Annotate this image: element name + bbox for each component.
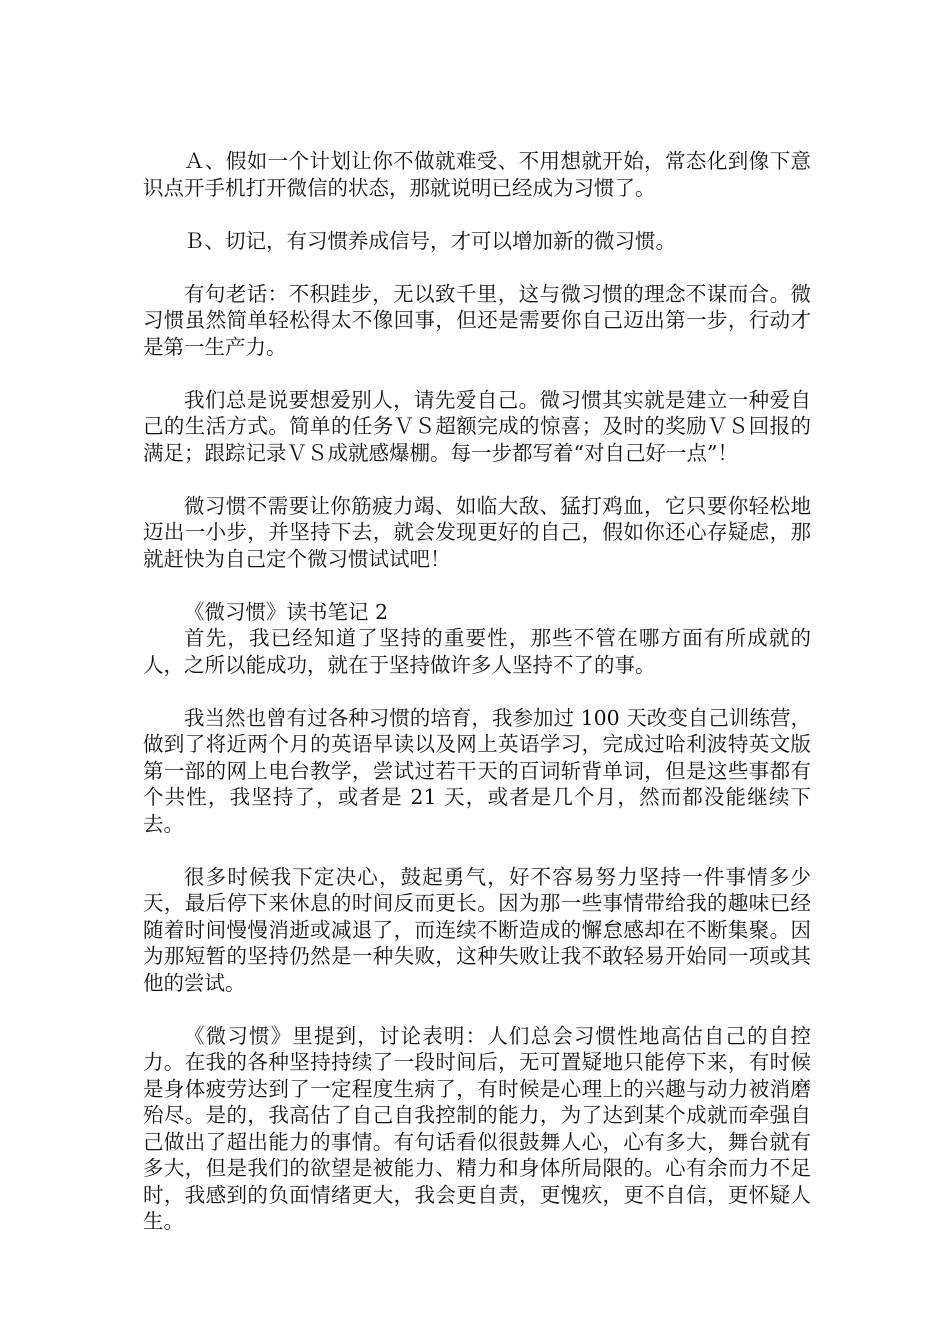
document-body [143,148,811,1235]
paragraph-determination: 很多时候我下定决心，鼓起勇气，好不容易努力坚持一件事情多少天，最后停下来休息的时间反而更长。因为那一些事情带给我的趣味已经随着时间慢慢消逝或减退了，而连续不断造成的懈怠感却在不断集聚。因为那短暂的坚持仍然是一种失败，这种失败让我不敢轻易开始同一项或其他的尝试。 [143,864,811,995]
paragraph-love-yourself: 我们总是说要想爱别人，请先爱自己。微习惯其实就是建立一种爱自己的生活方式。简单的任务ＶＳ超额完成的惊喜；及时的奖励ＶＳ回报的满足；跟踪记录ＶＳ成就感爆棚。每一步都写着“对自己好一点”！ [143,387,811,465]
paragraph-habit-training: 我当然也曾有过各种习惯的培育，我参加过 100 天改变自己训练营，做到了将近两个月的英语早读以及网上英语学习，完成过哈利波特英文版第一部的网上电台教学，尝试过若干天的百词斩背单词，但是这些事都有个共性，我坚持了，或者是 21 天，或者是几个月，然而都没能继续下去。 [143,705,811,836]
paragraph-small-step: 微习惯不需要让你筋疲力竭、如临大敌、猛打鸡血，它只要你轻松地迈出一小步，并坚持下去，就会发现更好的自己，假如你还心存疑虑，那就赶快为自己定个微习惯试试吧！ [143,493,811,571]
paragraph-persistence: 首先，我已经知道了坚持的重要性，那些不管在哪方面有所成就的人，之所以能成功，就在于坚持做许多人坚持不了的事。 [143,626,811,677]
paragraph-b: Ｂ、切记，有习惯养成信号，才可以增加新的微习惯。 [184,228,676,253]
paragraph-self-control: 《微习惯》里提到，讨论表明：人们总会习惯性地高估自己的自控力。在我的各种坚持持续了一段时间后，无可置疑地只能停下来，有时候是身体疲劳达到了一定程度生病了，有时候是心理上的兴趣与动力被消磨殆尽。是的，我高估了自己自我控制的能力，为了达到某个成就而牵强自己做出了超出能力的事情。有句话看似很鼓舞人心，心有多大，舞台就有多大，但是我们的欲望是被能力、精力和身体所局限的。心有余而力不足时，我感到的负面情绪更大，我会更自责，更愧疚，更不自信，更怀疑人生。 [143,1023,811,1233]
paragraph-old-saying: 有句老话：不积跬步，无以致千里，这与微习惯的理念不谋而合。微习惯虽然简单轻松得太不像回事，但还是需要你自己迈出第一步，行动才是第一生产力。 [143,281,811,359]
section-title: 《微习惯》读书笔记 2 [184,599,389,624]
paragraph-a: Ａ、假如一个计划让你不做就难受、不用想就开始，常态化到像下意识点开手机打开微信的状态，那就说明已经成为习惯了。 [143,149,811,200]
